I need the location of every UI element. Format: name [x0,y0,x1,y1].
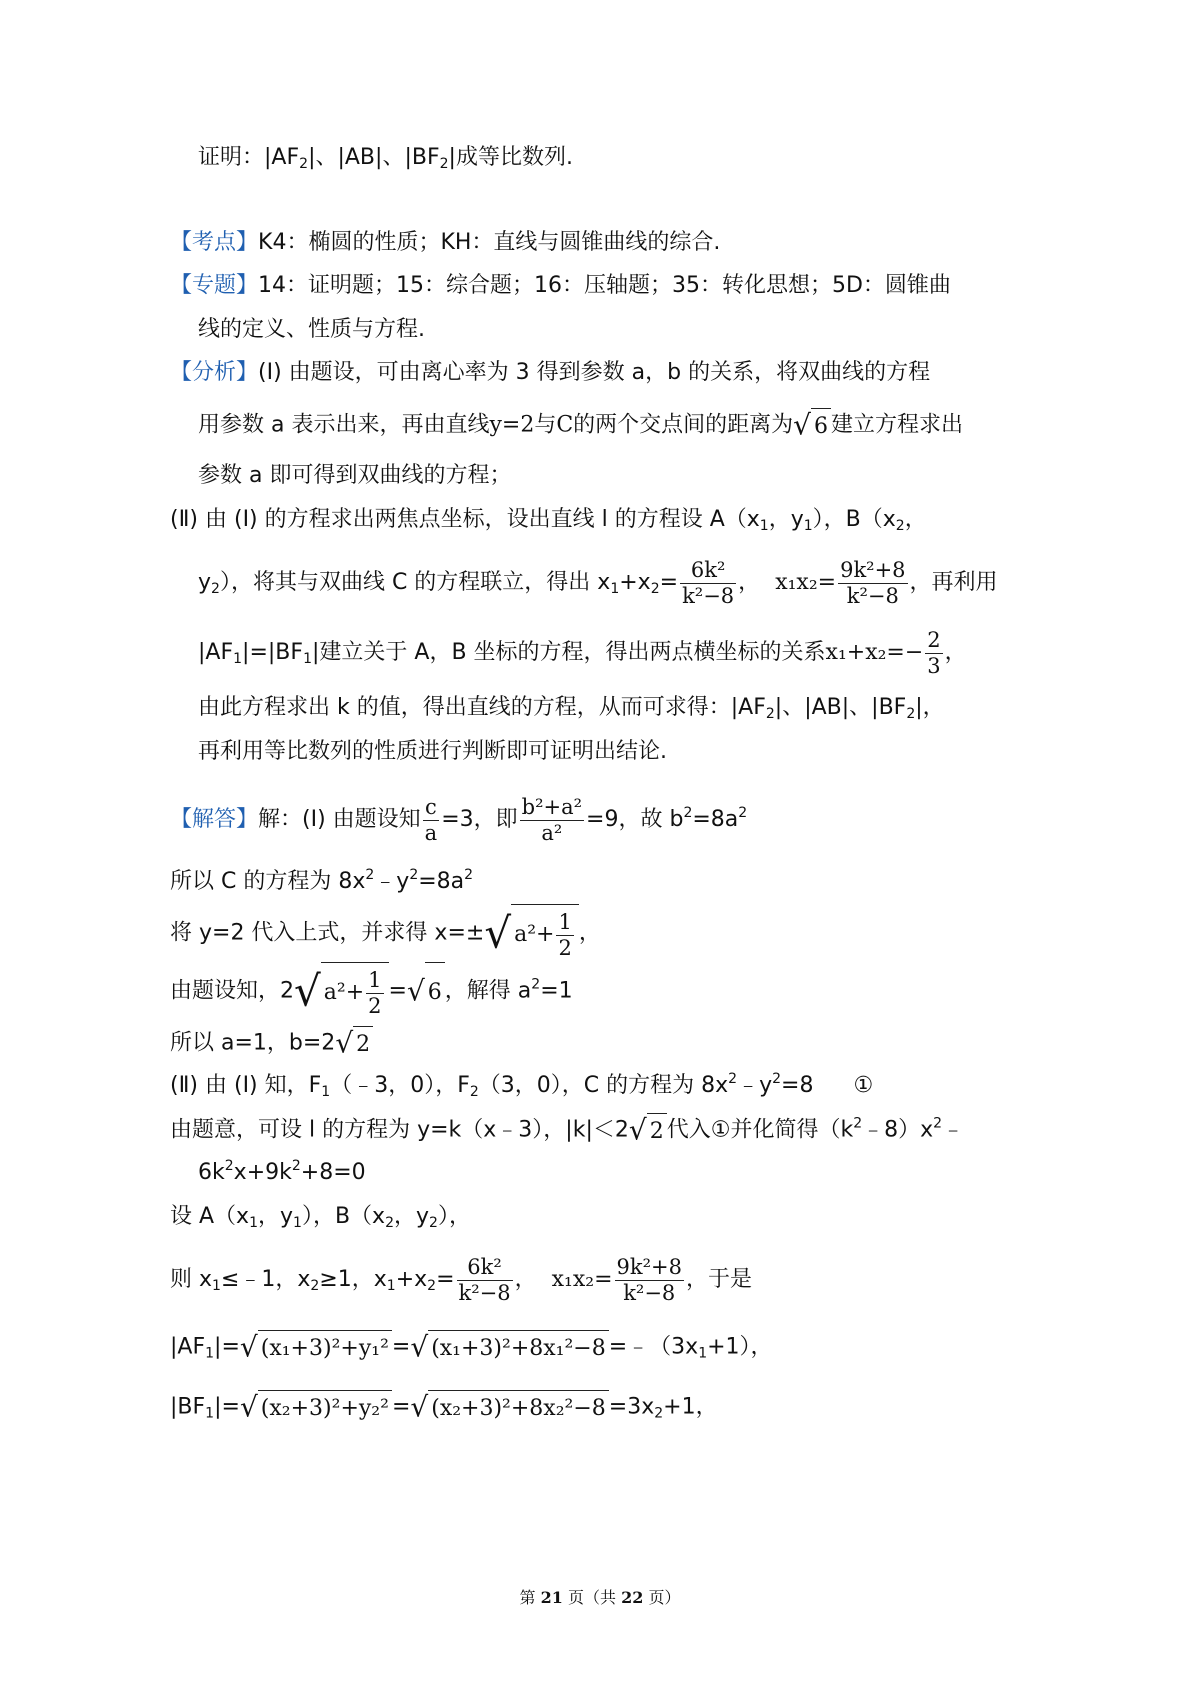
radicand: 6 [811,408,831,443]
text-run: ，y [258,1204,294,1229]
subscript: 2 [906,706,916,722]
fenxi-text: (Ⅰ) 由题设，可由离心率为 3 得到参数 a，b 的关系，将双曲线的方程 [258,360,931,385]
fraction-half [366,968,383,1019]
radical-sign: √ [793,408,812,442]
jieda-line-3 [170,904,601,963]
text-run: 建立方程求出 [831,412,964,438]
radical-sign: √ [628,1113,647,1147]
text-run: = [388,978,407,1004]
fraction-sum [457,1255,513,1306]
denominator: k²−8 [623,1280,676,1305]
superscript: 2 [933,1115,943,1132]
sqrt-2 [335,1026,373,1061]
text-run: ），B（x [812,507,896,532]
total-pages: 22 [621,1588,644,1607]
numerator: c [423,795,440,821]
math-run: x₁x₂= [775,570,837,595]
jieda-line-12 [170,1390,718,1425]
subscript: 1 [303,651,312,667]
text-run: (Ⅱ) 由 (Ⅰ) 知，F [170,1073,322,1098]
text-run: y [198,570,212,595]
kaodian-line [170,227,720,259]
subscript: 2 [895,518,905,534]
text-run: =8 [781,1073,814,1098]
jieda-line-1 [170,792,747,848]
text-run: +x [619,570,651,595]
numerator: 9k²+8 [840,557,906,582]
text-run: = [659,570,679,595]
text-run: ，y [394,1204,430,1229]
fenxi-line-4 [170,504,927,536]
sqrt-6 [793,408,831,443]
text-run: = [391,1394,411,1420]
text-run: |BF [170,1394,206,1420]
subscript: 2 [469,1084,479,1100]
sqrt-distance-sub [410,1330,608,1365]
text-run: +8=0 [300,1160,366,1185]
fenxi-line-3: 参数 a 即可得到双曲线的方程； [198,463,512,488]
subscript: 2 [765,706,775,722]
fraction-c-over-a [423,795,440,846]
text-run: =9，故 b [586,807,684,832]
subscript: 2 [439,156,449,172]
text-run: ， [904,507,927,532]
text-run: ，于是 [685,1267,752,1292]
radicand-text: a²+ [514,922,555,947]
denominator: a² [541,820,563,845]
denominator: a [424,820,438,845]
text-run: ﹣ [942,1117,965,1143]
text-run: ≤﹣1，x [220,1267,311,1292]
sqrt-distance [240,1330,392,1365]
subscript: 1 [803,518,813,534]
subscript: 1 [293,1215,302,1231]
proof-lead: 证明： [198,145,265,170]
subscript: 2 [429,1215,438,1231]
sqrt-distance-sub [410,1390,608,1425]
radicand [511,904,579,963]
text-run: |= [214,1334,240,1360]
text-run: 由题设知，2 [170,978,294,1004]
numerator: b²+a² [521,794,583,819]
kaodian-tag: 【考点】 [170,230,259,255]
equation-marker: ① [853,1073,874,1098]
sqrt-distance [240,1390,392,1425]
superscript: 2 [728,1071,738,1087]
superscript: 2 [853,1115,863,1132]
radical-sign: √ [410,1390,429,1424]
text-run: =1 [540,978,573,1004]
subscript: 2 [427,1278,437,1294]
text-run: +1， [663,1394,718,1420]
footer-text: 第 [519,1588,541,1607]
fenxi-line-7 [198,692,945,724]
denominator: k²−8 [458,1280,511,1305]
text-run: 所以 C 的方程为 8x [170,869,366,894]
text-run: |AF [198,640,234,665]
radicand: 2 [353,1026,373,1061]
jieda-line-8 [198,1157,366,1189]
jieda-line-4 [170,962,573,1021]
subscript: 2 [385,1215,394,1231]
subscript: 1 [212,1278,221,1294]
text-run: |=|BF [242,640,304,665]
superscript: 2 [365,867,375,883]
radicand: 2 [647,1113,667,1148]
text-run: 用参数 a 表示出来，再由直线 [198,412,490,438]
text-run: ，再利用 [909,570,998,595]
radicand: (x₂+3)²+y₂² [258,1390,392,1425]
fenxi-line-5 [198,553,998,613]
denominator: 2 [368,993,382,1018]
text-run: ），将其与双曲线 C 的方程联立，得出 x [219,570,611,595]
text-run: ）， [437,1204,471,1229]
text-run: (Ⅱ) 由 (Ⅰ) 的方程求出两焦点坐标，设出直线 l 的方程设 A（x [170,507,760,532]
jieda-line-2 [170,866,473,898]
page-footer [0,1585,1200,1608]
fenxi-tag: 【分析】 [170,360,259,385]
text-run: |建立关于 A，B 坐标的方程，得出两点横坐标的关系 [311,640,826,665]
radical-sign: √ [294,966,321,1016]
radical-sign: √ [335,1026,354,1060]
numerator: 2 [927,627,941,652]
numerator: 9k²+8 [616,1254,682,1279]
fraction-product [838,558,907,609]
text-run: 6k [198,1160,225,1185]
text-run: ），B（x [301,1204,386,1229]
numerator: 1 [558,909,572,934]
denominator: 2 [558,935,572,960]
subscript: 1 [249,1215,258,1231]
text-run: =8a [692,807,739,832]
text-run: |AF [170,1334,206,1360]
subscript: 2 [310,1278,320,1294]
fraction-half [556,910,573,961]
text-run: （﹣3，0），F [330,1073,470,1098]
math-run: x₁+x₂=− [825,640,924,665]
subscript: 1 [698,1345,708,1362]
superscript: 2 [464,867,474,883]
superscript: 2 [224,1158,234,1174]
text-run: = [391,1334,411,1360]
jieda-line-9 [170,1201,471,1233]
radical-sign: √ [484,908,512,958]
text-run: ， [944,640,967,665]
subscript: 2 [654,1405,664,1422]
math-run: x₁x₂= [551,1267,613,1292]
subscript: 1 [321,1084,331,1100]
text-run: 解：(Ⅰ) 由题设知 [258,807,421,832]
fraction-sum [680,558,736,609]
proof-seg: |AF [264,145,300,170]
radicand: 6 [425,962,445,1021]
numerator: 1 [368,967,382,992]
text-run: ﹣8）x [862,1117,934,1143]
subscript: 1 [205,1405,215,1422]
text-run: 设 A（x [170,1204,250,1229]
fenxi-line-6 [198,625,967,681]
subscript: 1 [205,1345,215,1362]
page-number: 21 [540,1588,563,1607]
radicand: (x₁+3)²+8x₁²−8 [428,1330,609,1365]
fraction-product [615,1255,684,1306]
radicand [321,962,389,1021]
superscript: 2 [738,805,748,821]
text-run: =﹣（3x [608,1334,699,1360]
denominator: 3 [927,653,941,678]
text-run: =8a [418,869,465,894]
zhuanti-line-2: 线的定义、性质与方程. [198,317,425,342]
superscript: 2 [409,867,419,883]
text-run: |= [214,1394,240,1420]
radical-sign: √ [239,1390,258,1424]
subscript: 1 [233,651,243,667]
math-run: y=2与C的两个交点间的距离为 [489,412,794,438]
fenxi-line-8: 再利用等比数列的性质进行判断即可证明出结论. [198,739,667,764]
text-run: 由此方程求出 k 的值，得出直线的方程，从而可求得：|AF [198,695,766,720]
sqrt-a2-half [294,962,389,1021]
text-run: ，y [768,507,804,532]
text-run: = [436,1267,455,1292]
sqrt-6 [407,962,445,1021]
text-run: 则 x [170,1267,213,1292]
fraction-two-thirds [925,628,942,679]
zhuanti-text: 14：证明题；15：综合题；16：压轴题；35：转化思想；5D：圆锥曲 [258,273,951,298]
text-run: x+9k [233,1160,292,1185]
jieda-line-5 [170,1026,373,1061]
text-run: +x [395,1267,428,1292]
fenxi-line-1 [170,357,930,389]
kaodian-text: K4：椭圆的性质；KH：直线与圆锥曲线的综合. [258,230,721,255]
subscript: 2 [650,581,660,597]
superscript: 2 [291,1158,301,1174]
radicand: (x₁+3)²+y₁² [258,1330,392,1365]
superscript: 2 [683,805,693,821]
proof-statement [198,142,573,174]
text-run: ﹣y [374,869,410,894]
subscript: 1 [386,1278,396,1294]
numerator: 6k² [457,1255,513,1281]
fraction-b2a2 [520,795,584,846]
superscript: 2 [772,1071,782,1087]
denominator: k²−8 [846,583,899,608]
zhuanti-line-1 [170,270,951,302]
proof-seg: |成等比数列. [448,145,573,170]
sqrt-2 [629,1113,667,1148]
jieda-line-6 [170,1070,873,1102]
footer-text: 页） [643,1588,681,1607]
radicand: (x₂+3)²+8x₂²−8 [428,1390,609,1425]
text-run: =3x [608,1394,655,1420]
zhuanti-tag: 【专题】 [170,273,259,298]
sqrt-a2-half [484,904,579,963]
text-run: |、|AB|、|BF [774,695,907,720]
subscript: 1 [610,581,620,597]
text-run: ，解得 a [444,978,532,1004]
text-run: +1）， [707,1334,773,1360]
footer-text: 页（共 [562,1588,622,1607]
jieda-tag: 【解答】 [170,807,259,832]
radical-sign: √ [239,1330,258,1364]
text-run: （3，0），C 的方程为 8x [478,1073,729,1098]
text-run: |， [915,695,945,720]
subscript: 2 [299,156,309,172]
numerator: 6k² [680,558,736,584]
jieda-line-10 [170,1250,752,1310]
radicand-text: a²+ [323,980,365,1005]
subscript: 1 [759,518,769,534]
text-run: =3，即 [441,807,518,832]
text-run: 代入①并化简得（k [666,1117,854,1143]
text-run: 将 y=2 代入上式，并求得 x=± [170,920,485,946]
subscript: 2 [211,581,220,597]
jieda-line-11 [170,1330,773,1365]
denominator: k²−8 [682,583,735,608]
text-run: ， [514,1267,537,1292]
text-run: ， [738,570,761,595]
proof-seg: |、|AB|、|BF [308,145,440,170]
text-run: 所以 a=1，b=2 [170,1030,336,1056]
text-run: ， [578,920,601,946]
radical-sign: √ [410,1330,429,1364]
text-run: ≥1，x [319,1267,387,1292]
fenxi-line-2 [198,408,963,443]
radical-sign: √ [406,974,425,1008]
text-run: 由题意，可设 l 的方程为 y=k（x﹣3），|k|＜2 [170,1117,629,1143]
text-run: ﹣y [737,1073,773,1098]
superscript: 2 [531,976,541,993]
jieda-line-7 [170,1113,964,1148]
